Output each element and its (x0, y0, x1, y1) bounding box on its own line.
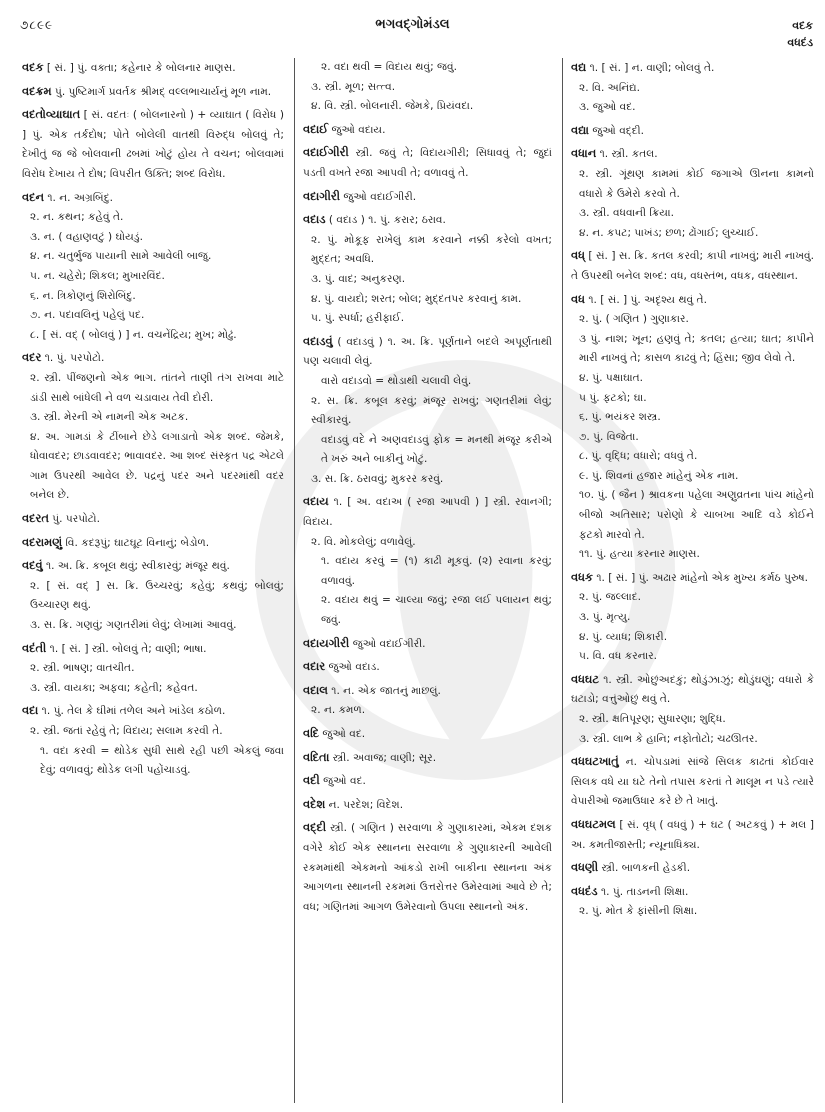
entry-example: ૧. વદા કરવી = થોડેક સુધી સાથે રહી પછી એકલું જવા દેવું; વળાવવું; થોડેક લગી પહોંચાડવું. (40, 744, 284, 777)
entry-definition: સ્ત્રી. અવાજ; વાણી; સૂર. (332, 751, 437, 764)
entry-headword: વદાડ (303, 212, 326, 227)
column-middle (294, 58, 562, 1103)
entry-headword: વધઘટમલ (571, 816, 616, 831)
entry-definition: જુઓ વદાઈગીરી. (343, 190, 417, 203)
entry-sense: ૫. ન. ચહેરો; શિકલ; મુખારવિંદ. (30, 269, 165, 282)
entry-sense: ૨. પું. જલ્લાદ. (579, 591, 641, 604)
entry-sense: ૨. સ્ત્રી. જતાં રહેવું તે; વિદાય; સલામ કરવી તે. (30, 725, 223, 737)
running-title: ભગવદ્ગોમંડલ (375, 17, 450, 32)
entry-sense: ૪. પું. વ્યાધ; શિકારી. (579, 630, 668, 643)
entry-definition: ૧. [ સં. ] સ્ત્રી. બોલવું તે; વાણી; ભાષા. (49, 642, 207, 655)
entry-sense: ૨. ન. કમળ. (311, 704, 366, 717)
entry-headword: વદાર (303, 659, 326, 674)
dictionary-entry (22, 639, 284, 699)
entry-example: ૧. વદાય કરવું = (૧) કાઢી મૂકવું. (૨) રવાના કરવું; વળાવવું. (321, 555, 552, 587)
dictionary-entry (571, 882, 814, 922)
entry-sense: ૩. સ્ત્રી. વાયકા; અફવા; કહેતી; કહેવત. (30, 681, 198, 694)
entry-definition: ૧. સ્ત્રી. કતલ. (599, 148, 658, 161)
dictionary-entry (22, 58, 284, 79)
entry-sense: ૩. જુઓ વદ. (579, 101, 636, 114)
page-number: ૭૮૯૯ (20, 18, 54, 32)
dictionary-entry (303, 818, 552, 917)
entry-headword: વદાયગીરી (303, 635, 350, 650)
dictionary-entry (303, 58, 552, 117)
entry-sense: ૨. [ સં. વદ્ ] સ. ક્રિ. ઉચ્ચરવું; કહેવું; કથવું; બોલવું; ઉચ્ચારણ થવું. (30, 579, 284, 612)
entry-definition: ( વદાડવું ) ૧. અ. ક્રિ. પૂર્ણતાને બદલે અપૂર્ણતાથી પણ ચલાવી લેવું. (303, 335, 552, 368)
dictionary-entry (303, 492, 552, 630)
entry-sense: ૪. પું. પક્ષાઘાત. (579, 371, 643, 384)
entry-definition: સ્ત્રી. જવું તે; વિદાયગીરી; સિધાવવું તે; જુદાં પડતી વખતે રજા આપવી તે; વળાવવું તે. (303, 147, 552, 179)
entry-sense: ૧૧. પું. હત્યા કરનાર માણસ. (579, 548, 700, 561)
entry-sense: ૨. સ. ક્રિ. કબૂલ કરવું; મંજૂર રાખવું; ગણતરીમાં લેવું; સ્વીકારવું. (311, 394, 552, 427)
entry-definition: પું. પરપોટો. (52, 513, 100, 526)
entry-sense: ૨. પું. મોકૂફ રાખેલું કામ કરવાને નક્કી કરેલો વખત; મુદ્દત; અવધિ. (311, 233, 552, 266)
dictionary-entry (303, 795, 552, 816)
entry-sense: ૩. પું. મૃત્યુ. (579, 611, 631, 624)
entry-headword: વદ્યા (571, 122, 589, 137)
entry-definition: સ્ત્રી. બાળકની હેડકી. (601, 862, 691, 875)
entry-headword: વદર (22, 350, 42, 365)
entry-sense: ૨. સ્ત્રી. પીંજણનો એક ભાગ. તાંતને તાણી તંગ રાખવા માટે ડાંડી સાથે બાંધેલી ને વળ ચડાવાય તેવી દોરી. (30, 371, 284, 404)
entry-sense: ૩. સ્ત્રી. લાભ કે હાનિ; નફોતોટો; ચઢઊતર. (579, 732, 758, 745)
entry-definition: જુઓ વદાડ. (328, 661, 380, 674)
entry-sense: ૩. સ્ત્રી. મેરની એ નામની એક અટક. (30, 411, 189, 424)
entry-headword: વદરામણું (22, 534, 63, 549)
entry-definition: ન. ચોપડામાં સાંજે સિલક કાઢતાં કોઈવાર સિલક વધે યા ઘટે તેનો તપાસ કરતાં તે માલૂમ ન પડે ત્યારે વેપારીઓ જમાઉધાર કરે છે તે ખાતું. (571, 756, 814, 808)
entry-example: વારો વદાડવો = થોડાથી ચલાવી લેવું. (321, 374, 472, 387)
entry-definition: જુઓ વદાઈગીરી. (352, 637, 426, 650)
dictionary-entry (303, 143, 552, 183)
entry-headword: વદેશ (303, 796, 326, 811)
entry-sense: ૩. સ્ત્રી. વધવાની ક્રિયા. (579, 207, 674, 220)
entry-example: ૨. વદા થવી = વિદાય થવું; જવું. (321, 61, 458, 73)
entry-sense: ૨. સ્ત્રી. ક્ષતિપૂરણ; સુધારણા; શુદ્ધિ. (579, 713, 726, 725)
dictionary-entry (571, 246, 814, 286)
guide-words (787, 17, 813, 51)
dictionary-entry (22, 701, 284, 780)
dictionary-entry (571, 121, 814, 142)
dictionary-entry (303, 120, 552, 141)
entry-headword: વદંતી (22, 640, 47, 655)
entry-headword: વદાઈગીરી (303, 145, 349, 160)
entry-example: ૨. વદાય થવું = ચાલ્યા જવું; રજા લઈ પલાયન થવું; જવું. (321, 594, 552, 627)
entry-sense: ૩. સ. ક્રિ. ઠરાવવું; મુકરર કરવું. (311, 472, 444, 485)
entry-definition: ૧. પું. તેલ કે ઘીમાં તળેલ અને ખાંડેલ કઠોળ. (41, 705, 226, 718)
entry-headword: વદાડવું (303, 333, 333, 348)
dictionary-entry (303, 771, 552, 792)
entry-definition: જુઓ વદ. (323, 775, 366, 788)
entry-definition: સ્ત્રી. ( ગણિત ) સરવાળા કે ગુણાકારમાં, એકમ દશક વગેરે કોઈ એક સ્થાનના સરવાળા કે ગુણાકારની આવેલી રકમમાંથી એકમનો આંકડો રાખી બાકીના સ્થાનના અંક આગળના સ્થાનની રકમમાં ઉત્તરોત્તર ઉમેરવામાં આવે છે તે; વધ; ગણિતમાં આગળ ઉમેરવાનો ઉપલા સ્થાનનો અંક. (303, 822, 552, 913)
entry-sense: ૪. ન. ચતુર્ભુજ પાયાની સામે આવેલી બાજુ. (30, 250, 212, 263)
dictionary-entry (571, 752, 814, 812)
entry-definition: વિ. કદરૂપું; ઘાટઘૂટ વિનાનું; બેડોળ. (65, 536, 210, 549)
dictionary-entry (303, 724, 552, 745)
entry-definition: ૧. [ સં. ] પું. અદૃશ્ય થવું તે. (588, 293, 707, 306)
entry-definition: ( વદાડ ) ૧. પું. કરાર; ઠરાવ. (328, 214, 446, 227)
entry-example: વદાડવું વદે ને અણવદાડવું ફોક = મનથી મંજૂર કરીએ તે ખરું અને બાકીનું ખોટું. (321, 433, 552, 466)
entry-sense: ૨. પું. ( ગણિત ) ગુણાકાર. (579, 313, 689, 326)
dictionary-entry (571, 815, 814, 855)
entry-sense: ૩. ન. ( વહાણવટું ) ઘોયડું. (30, 230, 143, 243)
entry-sense: ૬. પું. ભયંકર શસ્ત્ર. (579, 411, 661, 424)
dictionary-entry (303, 748, 552, 769)
entry-definition: ન. પરદેશ; વિદેશ. (328, 798, 404, 811)
entry-sense: ૧૦. પું. ( જૈન ) શ્રાવકના પહેલા અણુવ્રતના પાંચ માંહેનો બીજો અતિસાર; પરોણો કે ચાબખા આદિ વડે કોઈને ફટકો મારવો તે. (579, 489, 814, 541)
page-header (0, 0, 825, 49)
column-right (562, 58, 814, 1103)
dictionary-entry (303, 187, 552, 208)
entry-sense: ૩. સ્ત્રી. મૂળ; સત્ત્વ. (311, 80, 396, 93)
dictionary-entry (303, 210, 552, 329)
dictionary-entry (303, 634, 552, 655)
entry-headword: વધક (571, 569, 593, 584)
entry-headword: વદ્ય (571, 60, 587, 74)
entry-headword: વદિ (303, 726, 320, 740)
entry-sense: ૨. સ્ત્રી. ભાષણ; વાતચીત. (30, 662, 135, 675)
entry-headword: વધાન (571, 146, 597, 161)
entry-headword: વદી (303, 773, 320, 788)
guide-word-first: વદક (792, 19, 813, 32)
entry-headword: વદક (22, 60, 44, 74)
entry-headword: વધણી (571, 860, 599, 875)
entry-definition: જુઓ વદ. (322, 728, 366, 740)
dictionary-columns (14, 58, 814, 1103)
dictionary-entry (22, 105, 284, 184)
entry-headword: વદાઈ (303, 121, 329, 136)
dictionary-entry (22, 509, 284, 530)
dictionary-entry (571, 290, 814, 565)
dictionary-entry (571, 670, 814, 749)
entry-headword: વદિતા (303, 749, 330, 764)
entry-sense: ૪. વિ. સ્ત્રી. બોલનારી. જેમકે, પ્રિયંવદા. (311, 100, 474, 113)
entry-definition: પું. પુષ્ટિમાર્ગ પ્રવર્તક શ્રીમદ્ વલ્લભાચાર્યનું મૂળ નામ. (54, 85, 272, 98)
entry-definition: [ સં. વદતઃ ( બોલનારનો ) + વ્યાઘાત ( વિરોધ ) ] પું. એક તર્કદોષ; પોતે બોલેલી વાતથી વિરુદ્ધ બોલવું તે; દેખીતું જ જે બોલવાની ઢબમાં ખોટું હોય તે વચન; બોલવામાં વિરોધ દેખાય તે દોષ; વિપરીત ઉક્તિ; શબ્દ વિરોધ. (22, 109, 284, 180)
entry-definition: [ સં. ] સ. ક્રિ. કતલ કરવી; કાપી નાખવું; મારી નાખવું. તે ઉપરથી બનેલ શબ્દ: વધ, વધસ્તંભ, વધક, વધસ્થાન. (571, 250, 814, 282)
entry-definition: ૧. [ અ. વદાઅ ( રજા આપવી ) ] સ્ત્રી. રવાનગી; વિદાય. (303, 496, 552, 529)
dictionary-entry (571, 144, 814, 243)
entry-sense: ૩. પું. વાદ; અનુકરણ. (311, 272, 406, 285)
dictionary-entry (22, 533, 284, 554)
entry-sense: ૮. પું. વૃદ્ધિ; વધારો; વધવું તે. (579, 450, 698, 463)
entry-sense: ૯. પું. શિવનાં હજાર માંહેનું એક નામ. (579, 469, 739, 482)
entry-sense: ૪. ન. કપટ; પાખંડ; છળ; ઢોંગાઈ; લુચ્ચાઈ. (579, 226, 759, 239)
entry-definition: ૧. [ સં. ] પું. અઢાર માંહેનો એક મુખ્ય કર્મઠ પુરુષ. (596, 571, 809, 584)
dictionary-entry (303, 657, 552, 678)
guide-word-last: વધદંડ (787, 36, 813, 49)
entry-headword: વધ (571, 291, 585, 306)
entry-headword: વદાલ (303, 682, 328, 697)
entry-sense: ૭. પું. વિજેતા. (579, 430, 639, 443)
entry-headword: વદ્દી (303, 820, 327, 835)
dictionary-entry (571, 858, 814, 879)
entry-definition: ૧. ન. એક જાતનું માછલું. (331, 684, 441, 697)
entry-sense: ૮. [ સં. વદ્ ( બોલવું ) ] ન. વચનેંદ્રિય; મુખ; મોઢું. (30, 328, 237, 341)
entry-headword: વધઘટખાતું (571, 754, 619, 769)
entry-headword: વધઘટ (571, 671, 599, 686)
entry-definition: [ સં. ] પું. વક્તા; કહેનાર કે બોલનાર માણસ. (46, 62, 236, 74)
dictionary-entry (571, 568, 814, 667)
dictionary-entry (22, 188, 284, 346)
dictionary-entry (571, 58, 814, 118)
entry-definition: ૧. ન. અગ્રબિંદુ. (47, 191, 113, 204)
dictionary-entry (303, 681, 552, 721)
entry-headword: વદવું (22, 558, 43, 573)
entry-sense: ૫ પું. ફટકો; ઘા. (579, 391, 647, 404)
dictionary-entry (303, 332, 552, 490)
entry-headword: વધદંડ (571, 883, 598, 898)
entry-sense: ૨. વિ. મોકલેલું; વળાવેલું. (311, 535, 416, 548)
entry-sense: ૩ પું. નાશ; ખૂન; હણવું તે; કતલ; હત્યા; ઘાત; કાપીને મારી નાખવું તે; કાસળ કાઢવું તે; હિંસા; જીવ લેવો તે. (579, 332, 814, 365)
entry-definition: ૧. પું. પરપોટો. (44, 352, 105, 365)
entry-headword: વદરત (22, 511, 49, 526)
entry-sense: ૩. સ. ક્રિ. ગણવું; ગણતરીમાં લેવું; લેખામાં આવવું. (30, 619, 237, 632)
column-left (14, 58, 294, 1103)
entry-headword: વદાય (303, 494, 329, 509)
entry-definition: ૧. પું. તાડનની શિક્ષા. (600, 885, 689, 898)
entry-sense: ૫. પું. સ્પર્ધા; હરીફાઈ. (311, 312, 405, 325)
entry-headword: વદાગીરી (303, 188, 340, 203)
entry-headword: વધ્ (571, 248, 585, 263)
entry-sense: ૨. પું. મોત કે ફાંસીની શિક્ષા. (579, 905, 698, 918)
entry-headword: વદતોવ્યાઘાત (22, 107, 81, 122)
entry-headword: વદક્રમ (22, 83, 52, 98)
entry-headword: વદા (22, 703, 39, 718)
entry-definition: ૧. સ્ત્રી. ઓછુંઅદકું; થોડુંઝાઝું; થોડુંઘણું; વધારો કે ઘટાડો; વત્તુંઓછું થવું તે. (571, 673, 814, 706)
dictionary-entry (22, 348, 284, 506)
entry-sense: ૨. ન. કથન; કહેવું તે. (30, 211, 124, 224)
entry-definition: જુઓ વદ્દી. (592, 124, 645, 137)
entry-sense: ૬. ન. ત્રિકોણનું શિરોબિંદુ. (30, 289, 136, 302)
entry-definition: ૧. અ. ક્રિ. કબૂલ થવું; સ્વીકારવું; મંજૂર થવું. (45, 560, 230, 573)
entry-definition: જુઓ વદાય. (331, 123, 386, 136)
entry-headword: વદન (22, 189, 44, 204)
entry-sense: ૭. ન. પદાવલિનું પહેલું પદ. (30, 309, 145, 322)
entry-sense: ૪. પું. વાયદો; શરત; બોલ; મુદ્દતપર કરવાનું કામ. (311, 292, 522, 305)
dictionary-entry (22, 556, 284, 635)
entry-sense: ૫. વિ. વધ કરનાર. (579, 650, 658, 663)
entry-sense: ૨. વિ. અનિંદ્ય. (579, 81, 641, 94)
entry-definition: ૧. [ સં. ] ન. વાણી; બોલવું તે. (589, 62, 715, 74)
entry-sense: ૨. સ્ત્રી. ગૂંથણ કામમાં કોઈ જગાએ ઊનના કામનો વધારો કે ઉમેરો કરવો તે. (579, 167, 814, 200)
entry-definition: [ સં. વૃધ્ ( વધવું ) + ઘટ ( અટકવું ) + મલ ] અ. કમતીજાસ્તી; ન્યૂનાધિક્ય. (571, 818, 814, 851)
entry-sense: ૪. અ. ગામડાં કે ટીંબાને છેડે લગાડાતો એક શબ્દ. જેમકે, ધોવાવદર; છાડવાવદર; ભાવાવદર. આ શબ્દ સંસ્કૃત પદ્ર એટલે ગામ ઉપરથી આવેલ છે. પદ્રનું પદર અને પદરમાંથી વદર બનેલ છે. (30, 430, 284, 502)
dictionary-entry (22, 82, 284, 103)
